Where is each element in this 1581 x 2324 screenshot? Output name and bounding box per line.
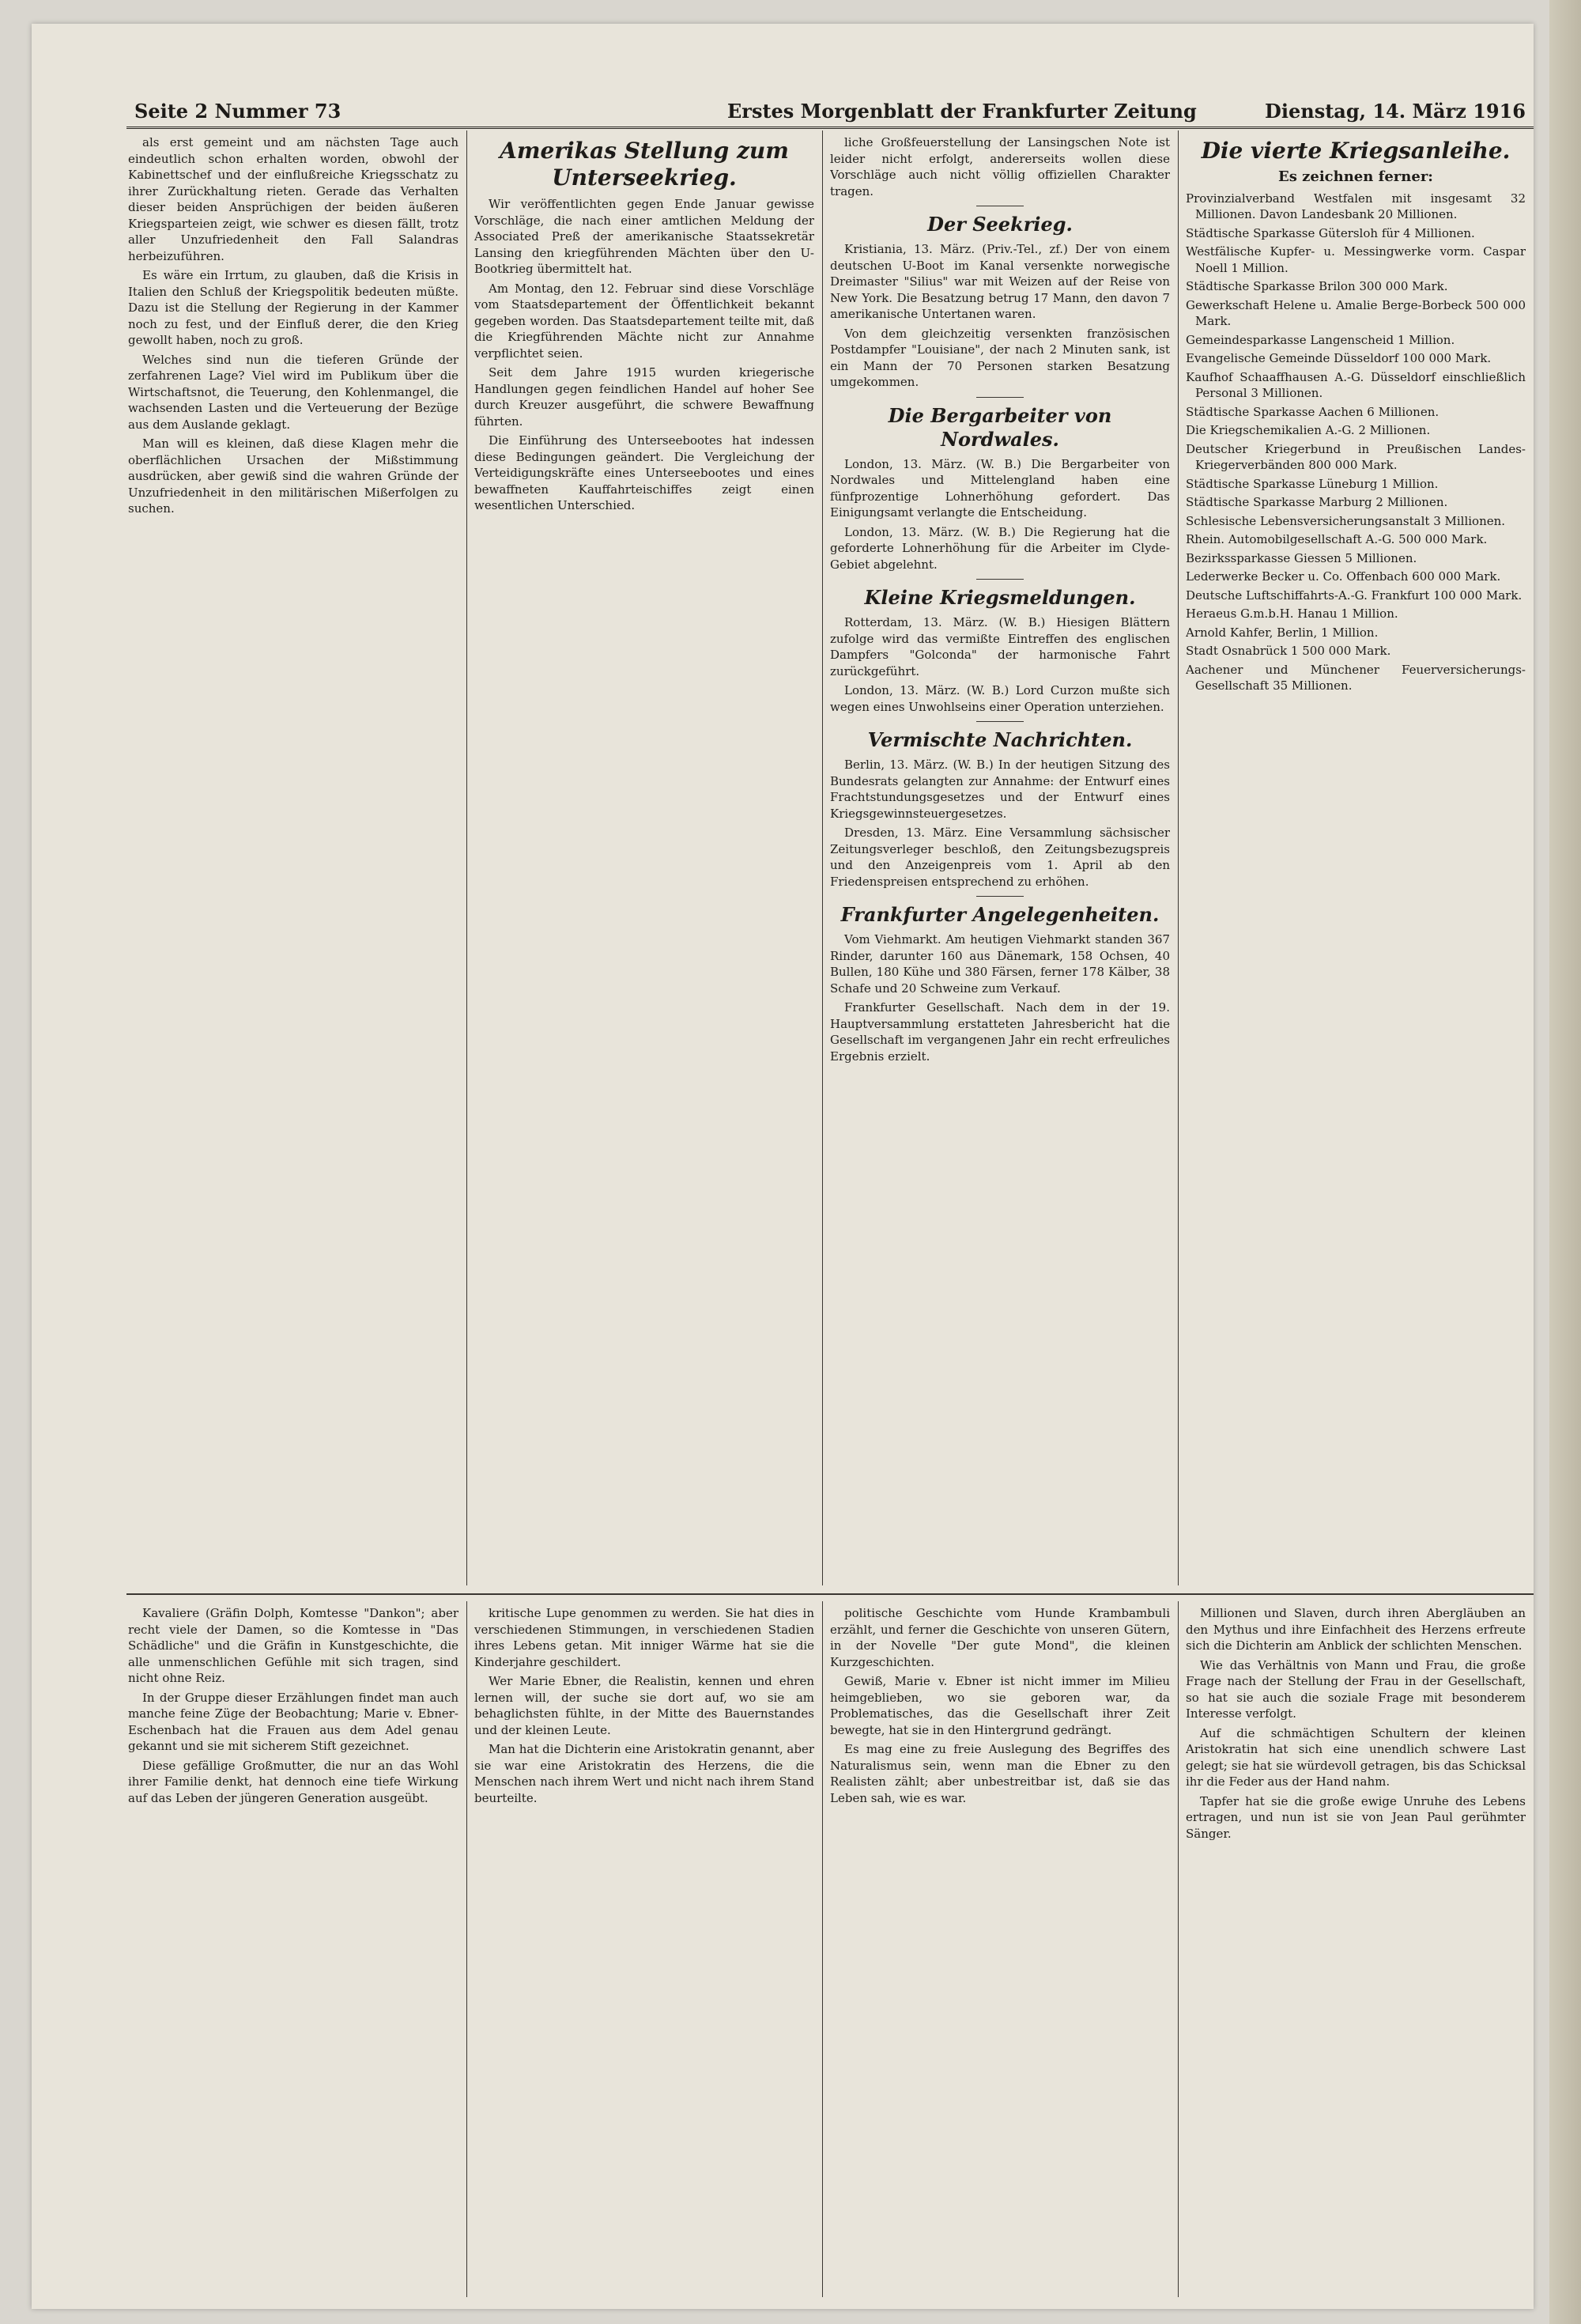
paragraph: Die Einführung des Unterseebootes hat indessen diese Bedingungen geändert. Die Vergleichung der Verteidigungskräfte eines Unterseebootes und eines bewaffneten Kauffahrteischiffes zeigt einen wesentlichen Unterschied. xyxy=(474,433,814,512)
column-rule xyxy=(466,130,467,1585)
column-rule xyxy=(1178,130,1179,1585)
newspaper-page xyxy=(32,24,1534,2309)
page-number: Seite 2 Nummer 73 xyxy=(134,100,341,123)
paragraph: Wie das Verhältnis von Mann und Frau, die große Frage nach der Stellung der Frau in der Gesellschaft, so hat sie auch die soziale Frage mit besonderem Interesse verfolgt. xyxy=(1186,1657,1526,1721)
paragraph: Man will es kleinen, daß diese Klagen mehr die oberflächlichen Ursachen der Mißstimmung ausdrücken, aber gewiß sind die wahren Gründe der Unzufriedenheit in den militärischen Mißerfolgen zu suchen. xyxy=(128,436,458,516)
paragraph: Man hat die Dichterin eine Aristokratin genannt, aber sie war eine Aristokratin des Herzens, die die Menschen nach ihrem Wert und nicht nach ihrem Stand beurteilte. xyxy=(474,1742,814,1805)
list-item: Bezirkssparkasse Giessen 5 Millionen. xyxy=(1186,550,1417,565)
paragraph: Wir veröffentlichten gegen Ende Januar gewisse Vorschläge, die nach einer amtlichen Meldung der Associated Preß der amerikanische Staatssekretär Lansing den kriegführenden Mächten über den U-Bootkrieg übermittelt hat. xyxy=(474,197,814,276)
list-item: Städtische Sparkasse Lüneburg 1 Million. xyxy=(1186,476,1439,491)
list-item: Evangelische Gemeinde Düsseldorf 100 000 Mark. xyxy=(1186,351,1492,365)
column-america xyxy=(474,134,814,1585)
subscriber-list xyxy=(1186,191,1526,694)
list-item: Städtische Sparkasse Marburg 2 Millionen. xyxy=(1186,495,1448,509)
paragraph: Tapfer hat sie die große ewige Unruhe des Lebens ertragen, und nun ist sie von Jean Paul gerühmter Sänger. xyxy=(1186,1793,1526,1841)
paragraph: Von dem gleichzeitig versenkten französischen Postdampfer "Louisiane", der nach 2 Minuten sank, ist ein Mann der 70 Personen starken Besatzung umgekommen. xyxy=(830,326,1170,389)
paragraph: Am Montag, den 12. Februar sind diese Vorschläge vom Staatsdepartement der Öffentlichkeit bekannt gegeben worden. Das Staatsdepartement teilte mit, daß die Kriegführenden Mächte nicht zur Annahme verpflichtet seien. xyxy=(474,281,814,361)
paragraph: London, 13. März. (W. B.) Lord Curzon mußte sich wegen eines Unwohlseins einer Operation unterziehen. xyxy=(830,683,1170,714)
article-headline: Die vierte Kriegsanleihe. xyxy=(1201,138,1511,164)
paragraph: Auf die schmächtigen Schultern der kleinen Aristokratin hat sich eine unendlich schwere Last gelegt; sie hat sie würdevoll getragen, bis das Schicksal ihr die Feder aus der Hand nahm. xyxy=(1186,1725,1526,1789)
paragraph: Es wäre ein Irrtum, zu glauben, daß die Krisis in Italien den Schluß der Kriegspolitik bedeuten müßte. Dazu ist die Stellung der Regierung in der Kammer noch zu fest, und der Einfluß derer, die den Krieg gewollt haben, noch zu groß. xyxy=(128,268,458,347)
list-item: Kaufhof Schaaffhausen A.-G. Düsseldorf einschließlich Personal 3 Millionen. xyxy=(1186,369,1526,400)
feuilleton-rule xyxy=(126,1593,1534,1595)
list-item: Deutsche Luftschiffahrts-A.-G. Frankfurt 100 000 Mark. xyxy=(1186,588,1523,603)
paragraph: Frankfurter Gesellschaft. Nach dem in der 19. Hauptversammlung erstatteten Jahresbericht hat die Gesellschaft im vergangenen Jahr ein recht erfreuliches Ergebnis erzielt. xyxy=(830,1000,1170,1064)
list-item: Lederwerke Becker u. Co. Offenbach 600 000 Mark. xyxy=(1186,569,1501,584)
list-item: Arnold Kahfer, Berlin, 1 Million. xyxy=(1186,625,1379,640)
list-item: Stadt Osnabrück 1 500 000 Mark. xyxy=(1186,644,1391,658)
paragraph: als erst gemeint und am nächsten Tage auch eindeutlich schon erhalten worden, obwohl der Kabinettschef und der einflußreiche Kriegsschatz zu ihrer Zurückhaltung rieten. Gerade das Verhalten dieser beiden Ansprüchigen der beiden äußeren Kriegsparteien zeigt, wie schwer es diesen fällt, trotz aller Unzufriedenheit den Fall Salandras herbeizuführen. xyxy=(128,135,458,263)
divider xyxy=(976,579,1024,580)
paragraph: London, 13. März. (W. B.) Die Bergarbeiter von Nordwales und Mittelengland haben eine fünfprozentige Lohnerhöhung gefordert. Das Einigungsamt verlangte die Entscheidung. xyxy=(830,456,1170,520)
masthead xyxy=(126,95,1534,129)
column-rule xyxy=(1178,1601,1179,2297)
paragraph: Kristiania, 13. März. (Priv.-Tel., zf.) Der von einem deutschen U-Boot im Kanal versenkte norwegische Dreimaster "Silius" war mit Weizen auf der Reise von New York. Die Besatzung betrug 17 Mann, den davon 7 amerikanische Untertanen waren. xyxy=(830,242,1170,321)
article-headline: Frankfurter Angelegenheiten. xyxy=(840,903,1160,926)
article-headline: Amerikas Stellung zum Unterseekrieg. xyxy=(500,138,789,191)
newspaper-title: Erstes Morgenblatt der Frankfurter Zeitung xyxy=(727,100,1197,123)
divider xyxy=(976,896,1024,897)
list-item: Gemeindesparkasse Langenscheid 1 Million. xyxy=(1186,332,1455,347)
list-item: Aachener und Münchener Feuerversicherungs-Gesellschaft 35 Millionen. xyxy=(1186,662,1526,693)
list-item: Städtische Sparkasse Gütersloh für 4 Millionen. xyxy=(1186,225,1475,240)
column-rule xyxy=(822,1601,823,2297)
list-item: Die Kriegschemikalien A.-G. 2 Millionen. xyxy=(1186,423,1431,437)
article-headline: Der Seekrieg. xyxy=(927,213,1073,236)
paragraph: Es mag eine zu freie Auslegung des Begriffes des Naturalismus sein, wenn man die Ebner zu den Realisten zählt; aber unbestreitbar ist, daß sie das Leben sah, wie es war. xyxy=(830,1742,1170,1805)
list-item: Gewerkschaft Helene u. Amalie Berge-Borbeck 500 000 Mark. xyxy=(1186,297,1526,328)
list-item: Schlesische Lebensversicherungsanstalt 3 Millionen. xyxy=(1186,513,1506,528)
paragraph: Berlin, 13. März. (W. B.) In der heutigen Sitzung des Bundesrats gelangten zur Annahme: der Entwurf eines Frachtstundungsgesetzes und der Entwurf eines Kriegsgewinnsteuergesetzes. xyxy=(830,758,1170,821)
divider xyxy=(976,397,1024,398)
paragraph: Dresden, 13. März. Eine Versammlung sächsischer Zeitungsverleger beschloß, den Zeitungsbezugspreis und den Anzeigenpreis vom 1. April ab den Friedenspreisen entsprechend zu erhöhen. xyxy=(830,826,1170,889)
paragraph: Diese gefällige Großmutter, die nur an das Wohl ihrer Familie denkt, hat dennoch eine tiefe Wirkung auf das Leben der jüngeren Generation ausgeübt. xyxy=(128,1758,458,1805)
paragraph: Millionen und Slaven, durch ihren Abergläuben an den Mythus und ihre Einfachheit des Herzens erfreute sich die Dichterin am Anblick der schlichten Menschen. xyxy=(1186,1606,1526,1653)
paragraph: Gewiß, Marie v. Ebner ist nicht immer im Milieu heimgeblieben, wo sie geboren war, da Problematisches, das die Gesellschaft ihrer Zeit bewegte, hat sie in den Hintergrund gedrängt. xyxy=(830,1674,1170,1737)
paragraph: Wer Marie Ebner, die Realistin, kennen und ehren lernen will, der suche sie dort auf, wo sie am behaglichsten fühlte, in der Mitte des Bauernstandes und der kleinen Leute. xyxy=(474,1674,814,1737)
paragraph: In der Gruppe dieser Erzählungen findet man auch manche feine Züge der Beobachtung; Marie v. Ebner-Eschenbach hat die Frauen aus dem Adel genau gekannt und sie mit sicherem Stift gezeichnet. xyxy=(128,1690,458,1753)
paragraph: politische Geschichte vom Hunde Krambambuli erzählt, und ferner die Geschichte von unseren Gütern, in der Novelle "Der gute Mond", die kleinen Kurzgeschichten. xyxy=(830,1606,1170,1669)
list-item: Heraeus G.m.b.H. Hanau 1 Million. xyxy=(1186,607,1398,621)
paragraph: Kavaliere (Gräfin Dolph, Komtesse "Dankon"; aber recht viele der Damen, so die Komtesse in "Das Schädliche" und die Gräfin in Kunstgeschichte, die alle unmenschlichen Gefühle mit sich tragen, sind nicht ohne Reiz. xyxy=(128,1606,458,1685)
list-item: Deutscher Kriegerbund in Preußischen Landes-Kriegerverbänden 800 000 Mark. xyxy=(1186,441,1526,472)
feuilleton-column-2 xyxy=(474,1605,814,2293)
paragraph: liche Großfeuerstellung der Lansingschen Note ist leider nicht erfolgt, andererseits wollen diese Vorschläge auch nicht völlig offiziellen Charakter tragen. xyxy=(830,135,1170,198)
list-item: Rhein. Automobilgesellschaft A.-G. 500 000 Mark. xyxy=(1186,532,1488,546)
list-item: Städtische Sparkasse Brilon 300 000 Mark. xyxy=(1186,279,1448,293)
article-headline: Kleine Kriegsmeldungen. xyxy=(864,586,1136,609)
paragraph: Rotterdam, 13. März. (W. B.) Hiesigen Blättern zufolge wird das vermißte Eintreffen des englischen Dampfers "Golconda" der harmonische Fahrt zurückgeführt. xyxy=(830,615,1170,678)
column-rule xyxy=(466,1601,467,2297)
list-item: Provinzialverband Westfalen mit insgesamt 32 Millionen. Davon Landesbank 20 Millionen. xyxy=(1186,191,1526,221)
feuilleton-column-4 xyxy=(1186,1605,1526,2293)
list-item: Städtische Sparkasse Aachen 6 Millionen. xyxy=(1186,404,1440,419)
feuilleton-column-3 xyxy=(830,1605,1170,2293)
divider xyxy=(976,721,1024,722)
column-war-loan xyxy=(1186,134,1526,1585)
article-headline: Die Bergarbeiter von Nordwales. xyxy=(888,403,1112,451)
paragraph: London, 13. März. (W. B.) Die Regierung hat die geforderte Lohnerhöhung für die Arbeiter im Clyde-Gebiet abgelehnt. xyxy=(830,524,1170,572)
issue-date: Dienstag, 14. März 1916 xyxy=(1265,100,1526,123)
paragraph: kritische Lupe genommen zu werden. Sie hat dies in verschiedenen Stimmungen, in verschiedenen Stadien ihres Lebens getan. Mit inniger Wärme hat sie die Kinderjahre geschildert. xyxy=(474,1606,814,1669)
article-headline: Vermischte Nachrichten. xyxy=(867,728,1133,751)
paragraph: Vom Viehmarkt. Am heutigen Viehmarkt standen 367 Rinder, darunter 160 aus Dänemark, 158 Ochsen, 40 Bullen, 180 Kühe und 380 Färsen, ferner 178 Kälber, 38 Schafe und 20 Schweine zum Verkauf. xyxy=(830,932,1170,996)
paragraph: Welches sind nun die tieferen Gründe der zerfahrenen Lage? Viel wird im Publikum über die Wirtschaftsnot, die Teuerung, den Kohlenmangel, die wachsenden Lasten und die Verteuerung der Bezüge aus dem Auslande geklagt. xyxy=(128,352,458,432)
paragraph: Seit dem Jahre 1915 wurden kriegerische Handlungen gegen feindlichen Handel auf hoher See durch Kreuzer ausgeführt, die schwere Bewaffnung führten. xyxy=(474,365,814,429)
list-item: Westfälische Kupfer- u. Messingwerke vorm. Caspar Noell 1 Million. xyxy=(1186,244,1526,275)
article-subhead: Es zeichnen ferner: xyxy=(1278,168,1433,185)
page-edge xyxy=(1549,0,1581,2324)
column-news xyxy=(830,134,1170,1585)
column-rule xyxy=(822,130,823,1585)
column-politics xyxy=(128,134,458,1585)
feuilleton-column-1 xyxy=(128,1605,458,2293)
